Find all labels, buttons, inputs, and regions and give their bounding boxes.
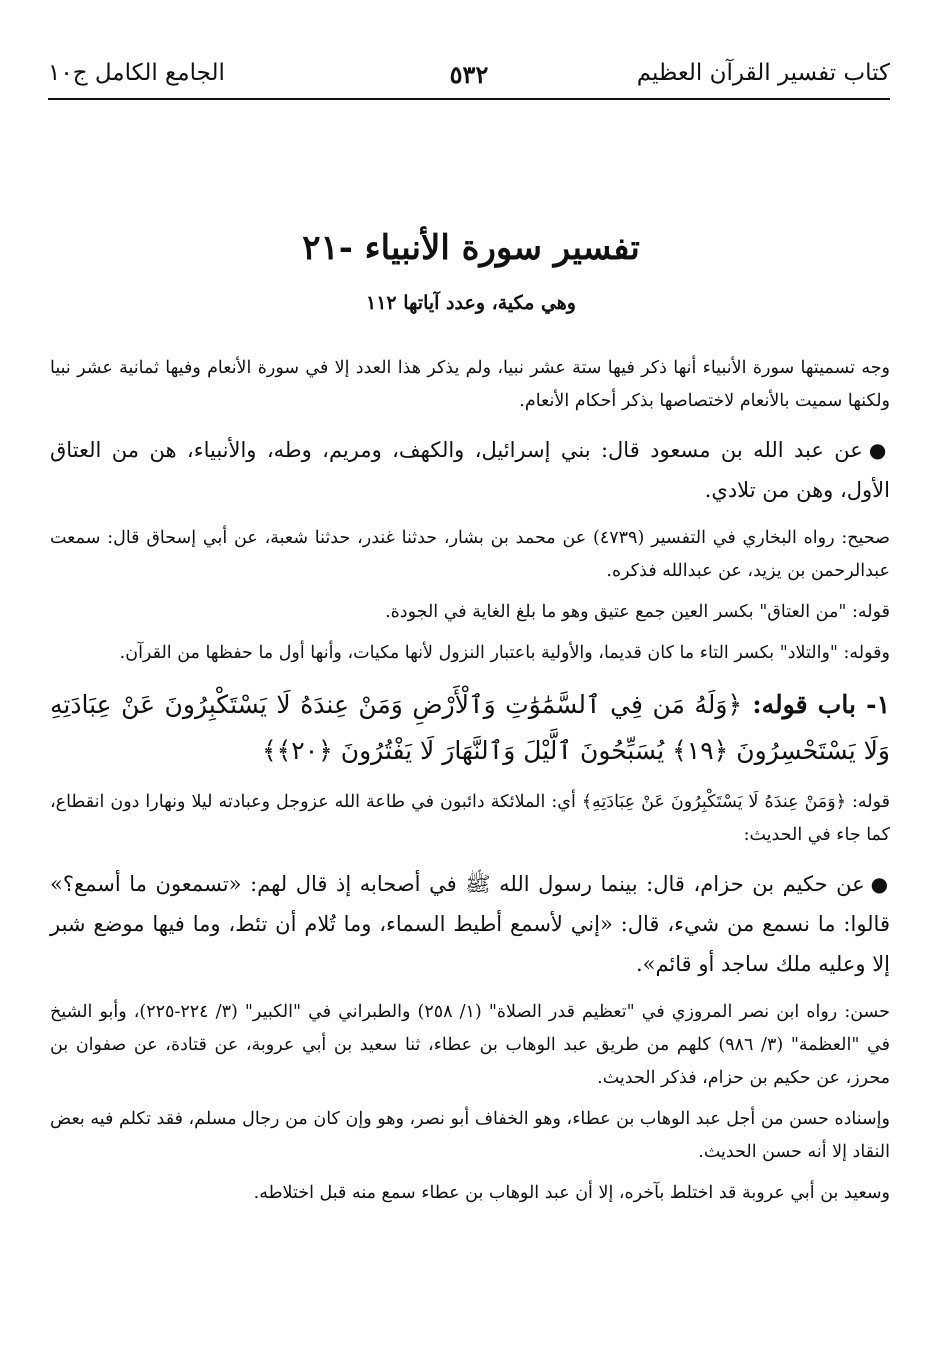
takhrij-paragraph: حسن: رواه ابن نصر المروزي في "تعظيم قدر الصلاة" (١/ ٢٥٨) والطبراني في "الكبير" (٣/ ٢٢٤-٢٢٥)، وأبو الشيخ في "العظمة" (٣/ ٩٨٦) كلهم من طريق عبد الوهاب بن عطاء، ثنا سعيد بن أبي عروبة، عن قتادة، عن صفوان بن محرز، عن حكيم بن حزام، فذكر الحديث. <box>50 1002 890 1088</box>
page-body <box>50 352 890 1210</box>
bullet-icon: ● <box>868 438 891 462</box>
hadith-text: عن حكيم بن حزام، قال: بينما رسول الله ﷺ في أصحابه إذ قال لهم: «تسمعون ما أسمع؟» قالوا: ما نسمع من شيء، قال: «إني لأسمع أطيط السماء، وما تُلام أن تئط، وما فيها موضع شبر إلا وعليه ملك ساجد أو قائم». <box>50 872 890 976</box>
page-number: ٥٣٢ <box>449 60 489 89</box>
surah-subtitle: وهي مكية، وعدد آياتها ١١٢ <box>366 292 576 314</box>
hadith-text: عن عبد الله بن مسعود قال: بني إسرائيل، والكهف، ومريم، وطه، والأنبياء، هن من العتاق الأول، وهن من تلادي. <box>50 438 890 502</box>
bullet-icon: ● <box>870 872 891 896</box>
note-paragraph: وسعيد بن أبي عروبة قد اختلط بآخره، إلا أن عبد الوهاب بن عطاء سمع منه قبل اختلاطه. <box>253 1183 890 1203</box>
surah-title: تفسير سورة الأنبياء -٢١ <box>302 228 640 268</box>
note-paragraph: وقوله: "والتلاد" بكسر التاء ما كان قديما، والأولية باعتبار النزول لأنها مكيات، وأنها أول ما حفظها من القرآن. <box>119 643 890 663</box>
note-paragraph: قوله: "من العتاق" بكسر العين جمع عتيق وهو ما بلغ الغاية في الجودة. <box>385 602 890 622</box>
intro-paragraph: وجه تسميتها سورة الأنبياء أنها ذكر فيها ستة عشر نبيا، ولم يذكر هذا العدد إلا في سورة الأنعام وفيها ثمانية عشر نبيا ولكنها سميت بالأنعام لاختصاصها بذكر أحكام الأنعام. <box>50 358 890 411</box>
takhrij-paragraph: صحيح: رواه البخاري في التفسير (٤٧٣٩) عن محمد بن بشار، حدثنا غندر، حدثنا شعبة، عن أبي إسحاق قال: سمعت عبدالرحمن بن يزيد، عن عبدالله فذكره. <box>50 528 890 581</box>
note-paragraph: قوله: ﴿وَمَنْ عِندَهُ لَا يَسْتَكْبِرُونَ عَنْ عِبَادَتِهِ﴾ أي: الملائكة دائبون في طاعة الله عزوجل وعبادته ليلا ونهارا دون انقطاع، كما جاء في الحديث: <box>50 792 890 845</box>
quran-verse: ﴿وَلَهُ مَن فِي ٱلسَّمَٰوَٰتِ وَٱلْأَرْضِ وَمَنْ عِندَهُ لَا يَسْتَكْبِرُونَ عَنْ عِبَادَتِهِ وَلَا يَسْتَحْسِرُونَ ﴿١٩﴾ يُسَبِّحُونَ ٱلَّيْلَ وَٱلنَّهَارَ لَا يَفْتُرُونَ ﴿٢٠﴾﴾ <box>50 690 890 765</box>
hadith-hakim <box>50 864 890 984</box>
book-title: كتاب تفسير القرآن العظيم <box>636 60 890 86</box>
note-paragraph: وإسناده حسن من أجل عبد الوهاب بن عطاء، وهو الخفاف أبو نصر، وهو وإن كان من رجال مسلم، فقد تكلم فيه بعض النقاد إلا أنه حسن الحديث. <box>50 1109 890 1162</box>
hadith-ibn-masud <box>50 430 890 510</box>
chapter-heading <box>50 682 890 774</box>
volume-label: الجامع الكامل ج١٠ <box>48 60 225 86</box>
running-header <box>48 58 890 100</box>
chapter-label: ١- باب قوله: <box>752 690 890 719</box>
